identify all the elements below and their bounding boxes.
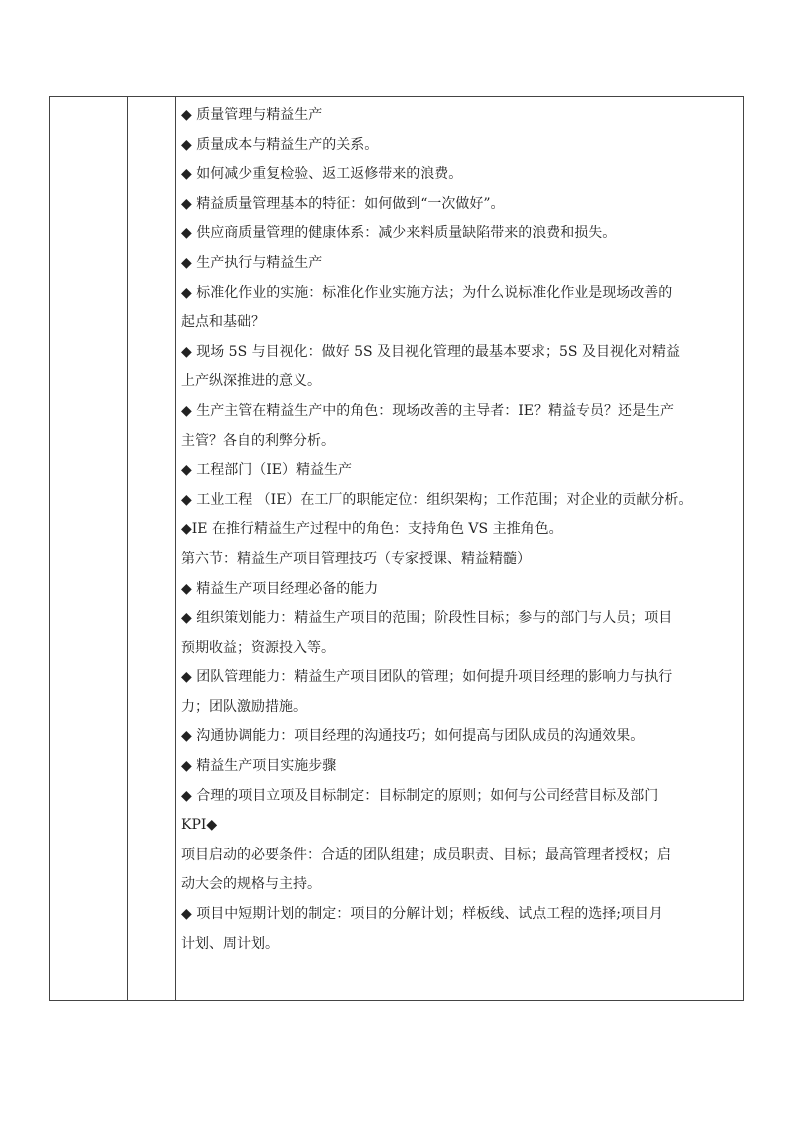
text-line: ◆ 标准化作业的实施：标准化作业实施方法；为什么说标准化作业是现场改善的 (181, 284, 673, 301)
text-line: ◆ 质量成本与精益生产的关系。 (181, 136, 379, 153)
text-line: 预期收益；资源投入等。 (181, 639, 335, 656)
text-line: ◆ 质量管理与精益生产 (181, 107, 323, 123)
text-line: ◆IE 在推行精益生产过程中的角色：支持角色 VS 主推角色。 (181, 521, 563, 538)
text-line: ◆ 组织策划能力：精益生产项目的范围；阶段性目标；参与的部门与人员；项目 (181, 610, 673, 627)
text-line: KPI◆ (181, 817, 218, 834)
text-line: ◆ 现场 5S 与目视化：做好 5S 及目视化管理的最基本要求；5S 及目视化对精益 (181, 343, 680, 360)
text-line: 项目启动的必要条件：合适的团队组建；成员职责、目标；最高管理者授权；启 (181, 846, 671, 863)
text-line: 计划、周计划。 (181, 935, 279, 952)
text-line: ◆ 生产主管在精益生产中的角色：现场改善的主导者：IE？精益专员？还是生产 (181, 402, 674, 419)
text-line: 动大会的规格与主持。 (181, 876, 321, 893)
text-line: 第六节：精益生产项目管理技巧（专家授课、精益精髓） (181, 550, 531, 567)
outline-table (49, 96, 744, 1001)
text-line: 主管？各自的利弊分析。 (181, 432, 335, 449)
text-line: ◆ 合理的项目立项及目标制定：目标制定的原则；如何与公司经营目标及部门 (181, 787, 659, 804)
text-line: ◆ 生产执行与精益生产 (181, 254, 323, 271)
text-line: ◆ 如何减少重复检验、返工返修带来的浪费。 (181, 166, 463, 183)
text-line: ◆ 精益生产项目实施步骤 (181, 758, 337, 775)
text-line: ◆ 沟通协调能力：项目经理的沟通技巧；如何提高与团队成员的沟通效果。 (181, 728, 645, 745)
text-line: 起点和基础？ (181, 314, 265, 331)
text-line: ◆ 工程部门（IE）精益生产 (181, 462, 352, 479)
text-line: ◆ 供应商质量管理的健康体系：减少来料质量缺陷带来的浪费和损失。 (181, 225, 617, 242)
text-line: ◆ 工业工程 （IE）在工厂的职能定位：组织架构；工作范围；对企业的贡献分析。 (181, 491, 693, 508)
text-line: ◆ 精益质量管理基本的特征：如何做到“一次做好”。 (181, 195, 505, 212)
column-divider-1 (127, 97, 128, 1000)
content-cell (176, 97, 743, 1000)
text-line: 力；团队激励措施。 (181, 698, 307, 715)
text-line: ◆ 团队管理能力：精益生产项目团队的管理；如何提升项目经理的影响力与执行 (181, 669, 673, 686)
text-line: ◆ 精益生产项目经理必备的能力 (181, 580, 379, 597)
text-line: 上产纵深推进的意义。 (181, 373, 321, 390)
text-line: ◆ 项目中短期计划的制定：项目的分解计划；样板线、试点工程的选择;项目月 (181, 906, 663, 923)
